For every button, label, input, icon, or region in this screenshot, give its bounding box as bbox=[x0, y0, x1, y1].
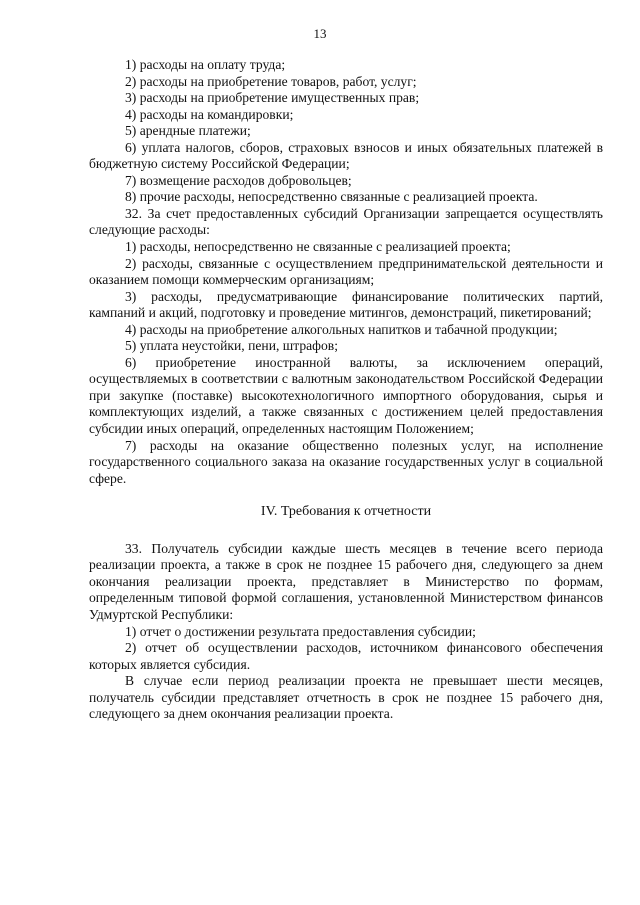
list-item: 2) отчет об осуществлении расходов, источником финансового обеспечения которых является субсидия. bbox=[89, 640, 603, 672]
list-item: 4) расходы на командировки; bbox=[125, 106, 294, 122]
closing-paragraph: В случае если период реализации проекта не превышает шести месяцев, получатель субсидии представляет отчетность в срок не позднее 15 рабочего дня, следующего за днем окончания реализации проекта. bbox=[89, 673, 603, 722]
list-item: 7) расходы на оказание общественно полезных услуг, на исполнение государственного социального заказа на оказание государственных услуг в социальной сфере. bbox=[89, 437, 603, 486]
list-item: 5) уплата неустойки, пени, штрафов; bbox=[125, 338, 338, 354]
list-item: 2) расходы на приобретение товаров, работ, услуг; bbox=[125, 73, 417, 89]
list-item: 3) расходы на приобретение имущественных прав; bbox=[125, 90, 420, 106]
list-item: 3) расходы, предусматривающие финансирование политических партий, кампаний и акций, подготовку и проведение митингов, демонстраций, пикетирований; bbox=[89, 288, 603, 321]
list-item: 8) прочие расходы, непосредственно связанные с реализацией проекта. bbox=[125, 189, 538, 205]
list-item: 2) расходы, связанные с осуществлением предпринимательской деятельности и оказанием помощи коммерческим организациям; bbox=[89, 255, 603, 288]
list-item: 6) уплата налогов, сборов, страховых взносов и иных обязательных платежей в бюджетную систему Российской Федерации; bbox=[89, 139, 603, 172]
clause-32-intro: 32. За счет предоставленных субсидий Организации запрещается осуществлять следующие расходы: bbox=[89, 205, 603, 238]
page-number: 13 bbox=[313, 26, 327, 41]
document-body bbox=[89, 57, 603, 723]
list-item: 7) возмещение расходов добровольцев; bbox=[125, 172, 352, 188]
list-item: 5) арендные платежи; bbox=[125, 123, 251, 139]
list-item: 6) приобретение иностранной валюты, за исключением операций, осуществляемых в соответствии с валютным законодательством Российской Федерации при закупке (поставке) высокотехнологичного импортного оборудования, сырья и комплектующих изделий, а также связанных с достижением целей предоставления субсидии иных операций, определенных настоящим Положением; bbox=[89, 354, 603, 437]
report-list bbox=[89, 624, 603, 674]
list-item: 4) расходы на приобретение алкогольных напитков и табачной продукции; bbox=[125, 321, 558, 337]
allowed-expenses-list bbox=[89, 57, 603, 206]
list-item: 1) расходы на оплату труда; bbox=[125, 57, 286, 72]
list-item: 1) отчет о достижении результата предоставления субсидии; bbox=[125, 623, 476, 639]
section-heading: IV. Требования к отчетности bbox=[260, 504, 432, 520]
prohibited-expenses-list bbox=[89, 239, 603, 487]
clause-33: 33. Получатель субсидии каждые шесть месяцев в течение всего периода реализации проекта, а также в срок не позднее 15 рабочего дня, следующего за днем окончания реализации проекта, представляет в Министерство по формам, определенным типовой формой соглашения, установленной Министерством финансов Удмуртской Республики: bbox=[89, 540, 603, 622]
list-item: 1) расходы, непосредственно не связанные с реализацией проекта; bbox=[125, 239, 511, 255]
